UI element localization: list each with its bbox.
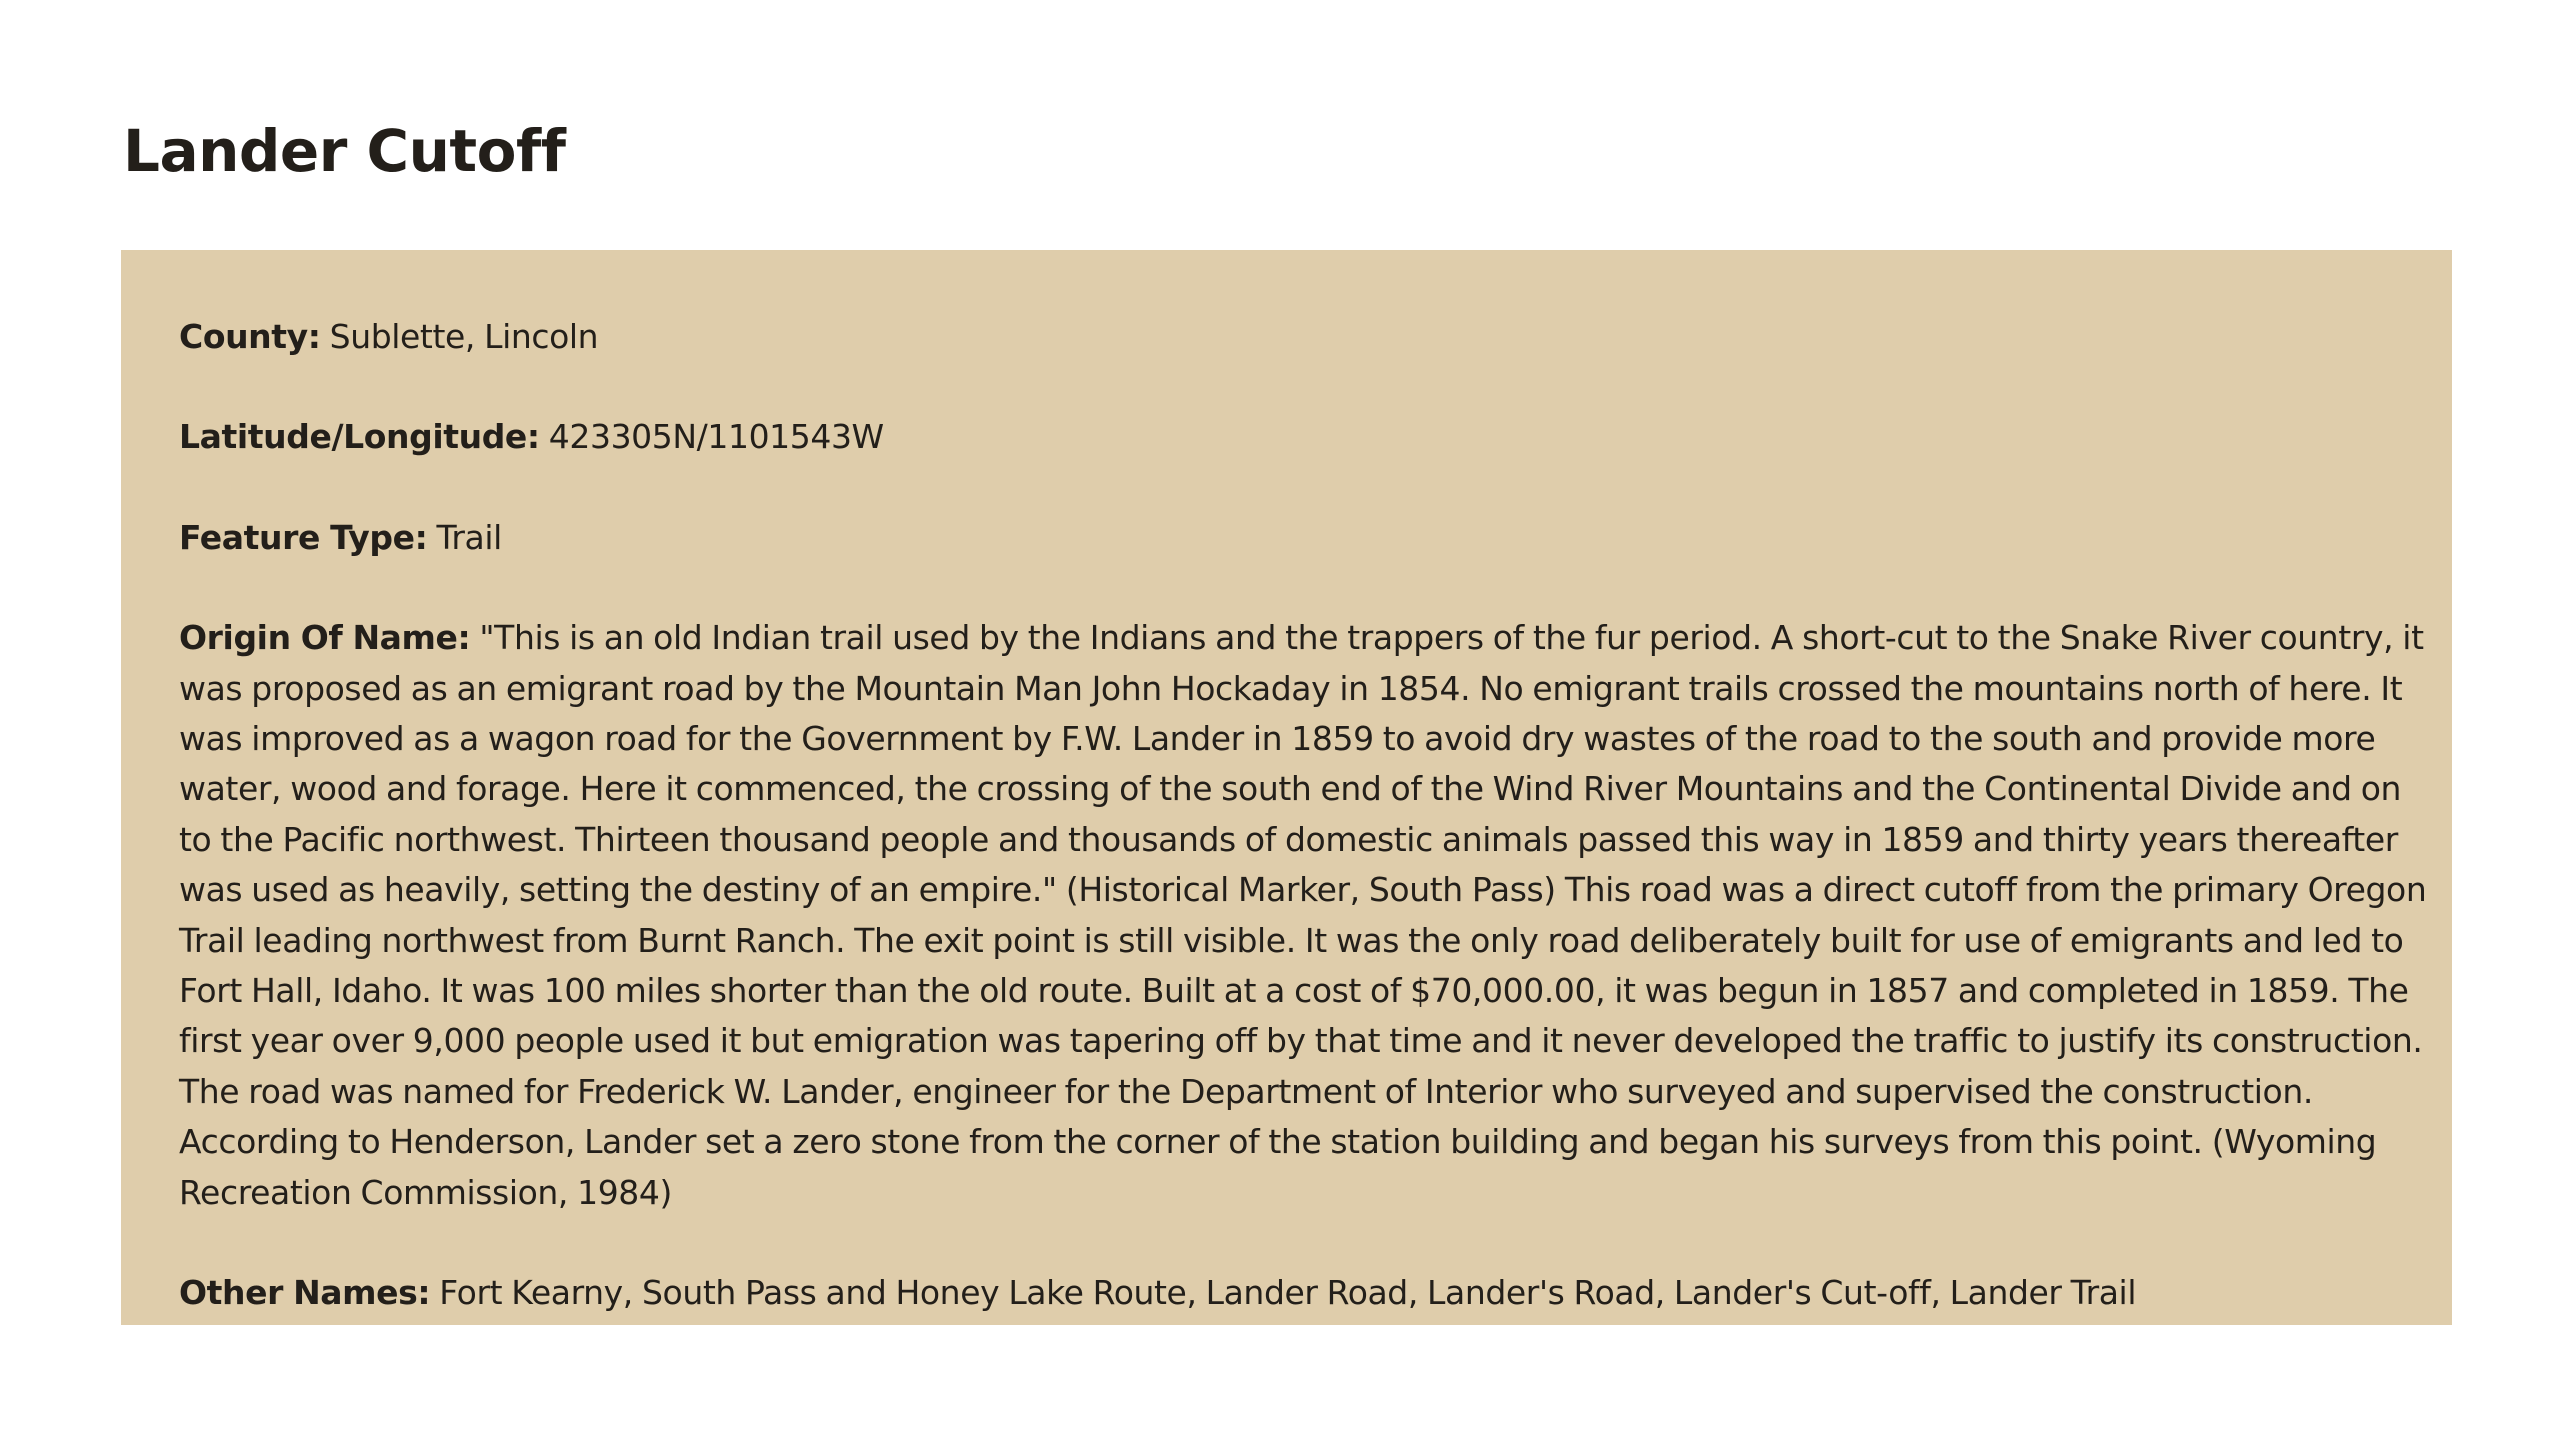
latitude-longitude-value: 423305N/1101543W [548, 417, 884, 457]
other-names-label: Other Names: [179, 1273, 431, 1313]
feature-type-label: Feature Type: [179, 517, 428, 557]
feature-type-field [179, 513, 2432, 563]
county-value: Sublette, Lincoln [329, 317, 599, 356]
origin-of-name-label: Origin Of Name: [179, 618, 471, 658]
feature-type-value: Trail [436, 517, 502, 557]
origin-of-name-field [179, 613, 2432, 1218]
county-label: County: [179, 317, 321, 356]
origin-of-name-value: "This is an old Indian trail used by the Indians and the trappers of the fur period. A short-cut to the Snake River country, it was proposed as an emigrant road by the Mountain Man John Hockaday in 1854. No emigrant trails crossed the mountains north of here. It was improved as a wagon road for the Government by F.W. Lander in 1859 to avoid dry wastes of the road to the south and provide more water, wood and forage. Here it commenced, the crossing of the south end of the Wind River Mountains and the Continental Divide and on to the Pacific northwest. Thirteen thousand people and thousands of domestic animals passed this way in 1859 and thirty years thereafter was used as heavily, setting the destiny of an empire." (Historical Marker, South Pass) This road was a direct cutoff from the primary Oregon Trail leading northwest from Burnt Ranch. The exit point is still visible. It was the only road deliberately built for use of emigrants and led to Fort Hall, Idaho. It was 100 miles shorter than the old route. Built at a cost of $70,000.00, it was begun in 1857 and completed in 1859. The first year over 9,000 people used it but emigration was tapering off by that time and it never developed the traffic to justify its construction. The road was named for Frederick W. Lander, engineer for the Department of Interior who surveyed and supervised the construction. According to Henderson, Lander set a zero stone from the corner of the station building and began his surveys from this point. (Wyoming Recreation Commission, 1984) [179, 618, 2427, 1212]
latitude-longitude-field [179, 412, 2432, 462]
latitude-longitude-label: Latitude/Longitude: [179, 417, 540, 457]
county-field [179, 312, 2432, 362]
other-names-value: Fort Kearny, South Pass and Honey Lake Route, Lander Road, Lander's Road, Lander's Cut-off, Lander Trail [439, 1273, 2137, 1313]
info-panel [121, 250, 2452, 1325]
other-names-field [179, 1268, 2432, 1318]
page-title: Lander Cutoff [123, 117, 566, 185]
